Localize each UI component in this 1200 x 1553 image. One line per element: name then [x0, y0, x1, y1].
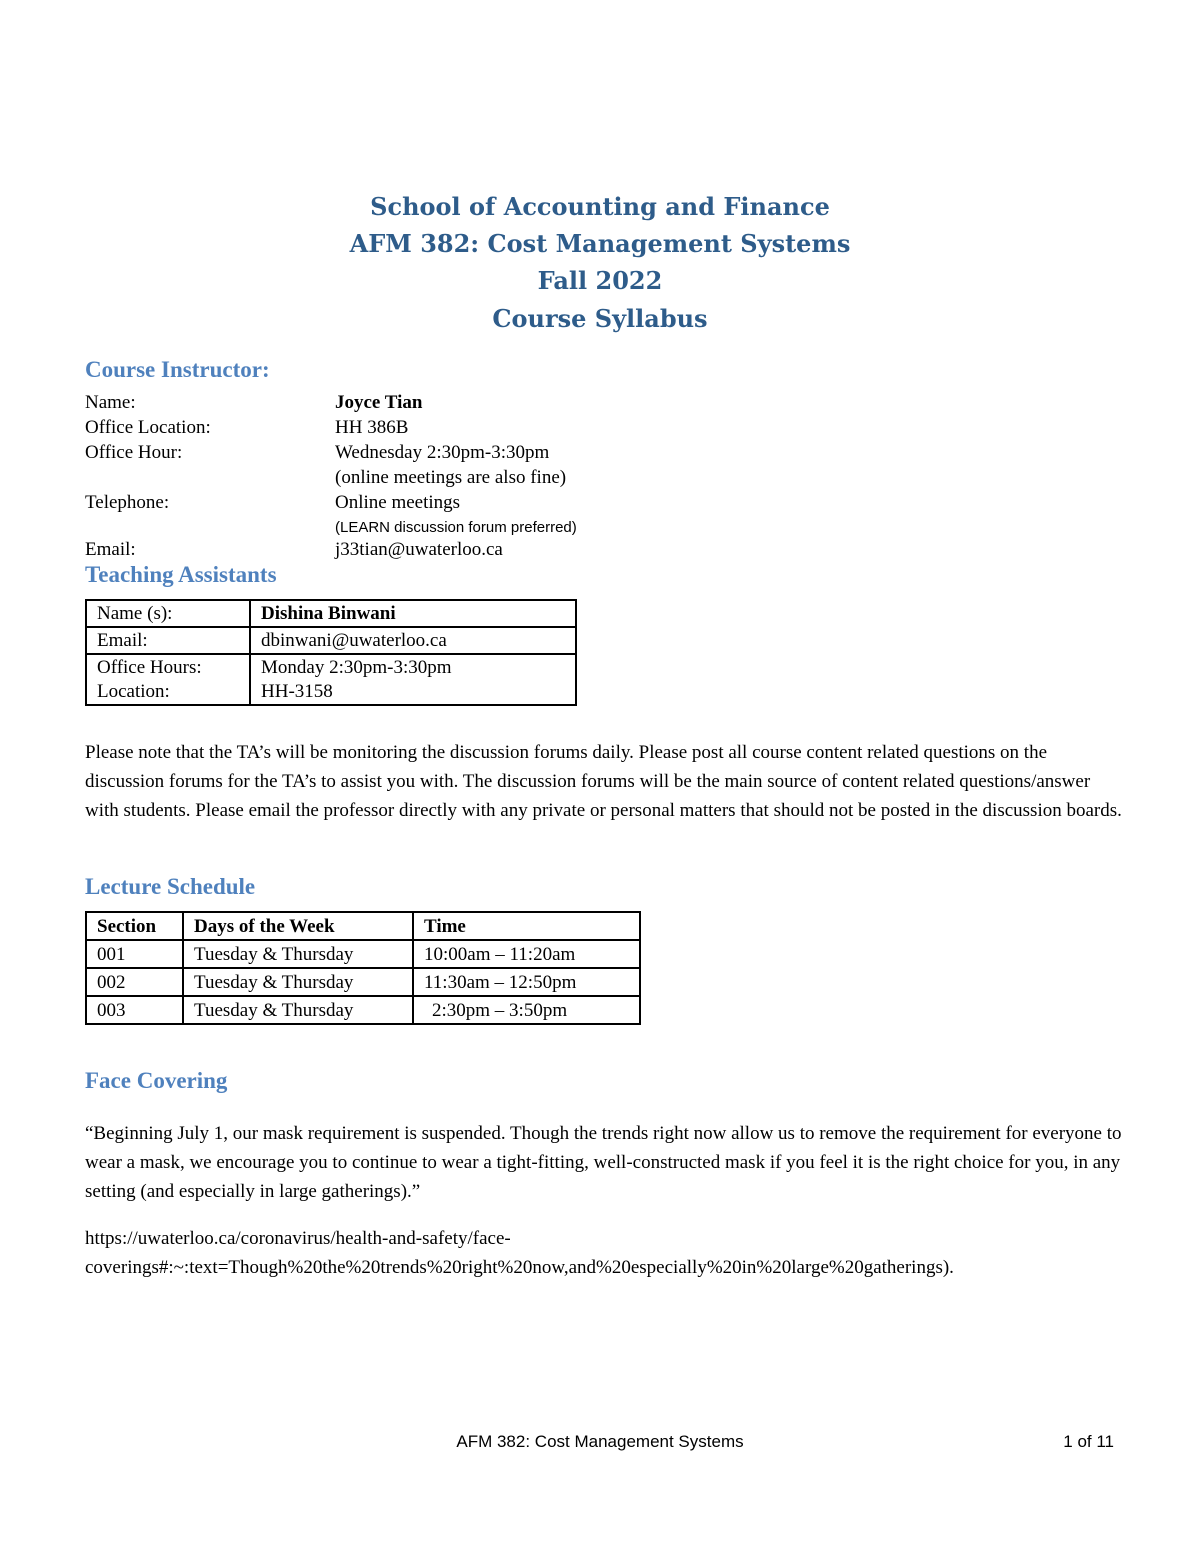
ta-hours-value: Monday 2:30pm-3:30pm — [261, 657, 452, 678]
table-row — [86, 940, 640, 968]
table-row — [86, 600, 576, 627]
footer-title: AFM 382: Cost Management Systems — [456, 1432, 744, 1451]
link-line-2[interactable]: coverings#:~:text=Though%20the%20trends%20right%20now,and%20especially%20in%20large%20gatherings). — [85, 1257, 954, 1278]
ta-email-label: Email: — [86, 627, 250, 654]
days-cell: Tuesday & Thursday — [183, 940, 413, 968]
schedule-table — [85, 911, 641, 1025]
column-header-time: Time — [413, 912, 640, 940]
table-row — [86, 654, 576, 705]
school-name: School of Accounting and Finance — [370, 192, 830, 221]
time-cell: 11:30am – 12:50pm — [413, 968, 640, 996]
office-location-label: Office Location: — [85, 417, 211, 438]
term: Fall 2022 — [537, 266, 663, 295]
telephone-label: Telephone: — [85, 492, 170, 513]
ta-hours-location-label — [86, 654, 250, 705]
telephone-value: Online meetings — [335, 492, 461, 513]
office-hour-label: Office Hour: — [85, 442, 183, 463]
course-title: AFM 382: Cost Management Systems — [349, 229, 851, 258]
ta-table — [85, 599, 577, 706]
days-cell: Tuesday & Thursday — [183, 996, 413, 1024]
section-cell: 001 — [86, 940, 183, 968]
column-header-section: Section — [86, 912, 183, 940]
office-location-value: HH 386B — [335, 417, 409, 438]
ta-location-value: HH-3158 — [261, 681, 333, 702]
face-covering-heading: Face Covering — [85, 1068, 228, 1093]
instructor-heading: Course Instructor: — [85, 357, 270, 382]
ta-hours-label: Office Hours: — [97, 657, 202, 678]
ta-hours-location-value — [250, 654, 576, 705]
ta-email[interactable]: dbinwani@uwaterloo.ca — [250, 627, 576, 654]
table-row — [86, 996, 640, 1024]
instructor-email[interactable]: j33tian@uwaterloo.ca — [335, 539, 503, 560]
telephone-note: (LEARN discussion forum preferred) — [335, 519, 577, 536]
teaching-assistants-heading: Teaching Assistants — [85, 562, 277, 587]
email-label: Email: — [85, 539, 136, 560]
column-header-days: Days of the Week — [183, 912, 413, 940]
office-hour-value: Wednesday 2:30pm-3:30pm — [335, 442, 550, 463]
face-covering-quote: “Beginning July 1, our mask requirement is suspended. Though the trends right now allow us to remove the requirement for everyone to wear a mask, we encourage you to continue to wear a tight-fitting, well-constructed mask if you feel it is the right choice for you, in any setting (and especially in large gatherings).” — [85, 1123, 1122, 1202]
name-label: Name: — [85, 392, 136, 413]
ta-name-label: Name (s): — [86, 600, 250, 627]
title-block — [0, 188, 1200, 337]
office-hour-note: (online meetings are also fine) — [335, 467, 567, 488]
time-cell: 10:00am – 11:20am — [413, 940, 640, 968]
table-header-row — [86, 912, 640, 940]
table-row — [86, 627, 576, 654]
page-number: 1 of 11 — [1063, 1432, 1114, 1451]
document-type: Course Syllabus — [492, 304, 708, 333]
time-cell: 2:30pm – 3:50pm — [413, 996, 640, 1024]
face-covering-link[interactable] — [85, 1224, 1125, 1282]
ta-name: Dishina Binwani — [250, 600, 576, 627]
table-row — [86, 968, 640, 996]
days-cell: Tuesday & Thursday — [183, 968, 413, 996]
section-cell: 002 — [86, 968, 183, 996]
section-cell: 003 — [86, 996, 183, 1024]
ta-location-label: Location: — [97, 681, 170, 702]
instructor-name: Joyce Tian — [335, 392, 423, 413]
link-line-1[interactable]: https://uwaterloo.ca/coronavirus/health-and-safety/face- — [85, 1228, 511, 1249]
lecture-schedule-heading: Lecture Schedule — [85, 874, 256, 899]
ta-note-paragraph: Please note that the TA’s will be monitoring the discussion forums daily. Please post all course content related questions on the discussion forums for the TA’s to assist you with. The discussion forums will be the main source of content related questions/answer with students. Please email the professor directly with any private or personal matters that should not be posted in the discussion boards. — [85, 742, 1122, 821]
